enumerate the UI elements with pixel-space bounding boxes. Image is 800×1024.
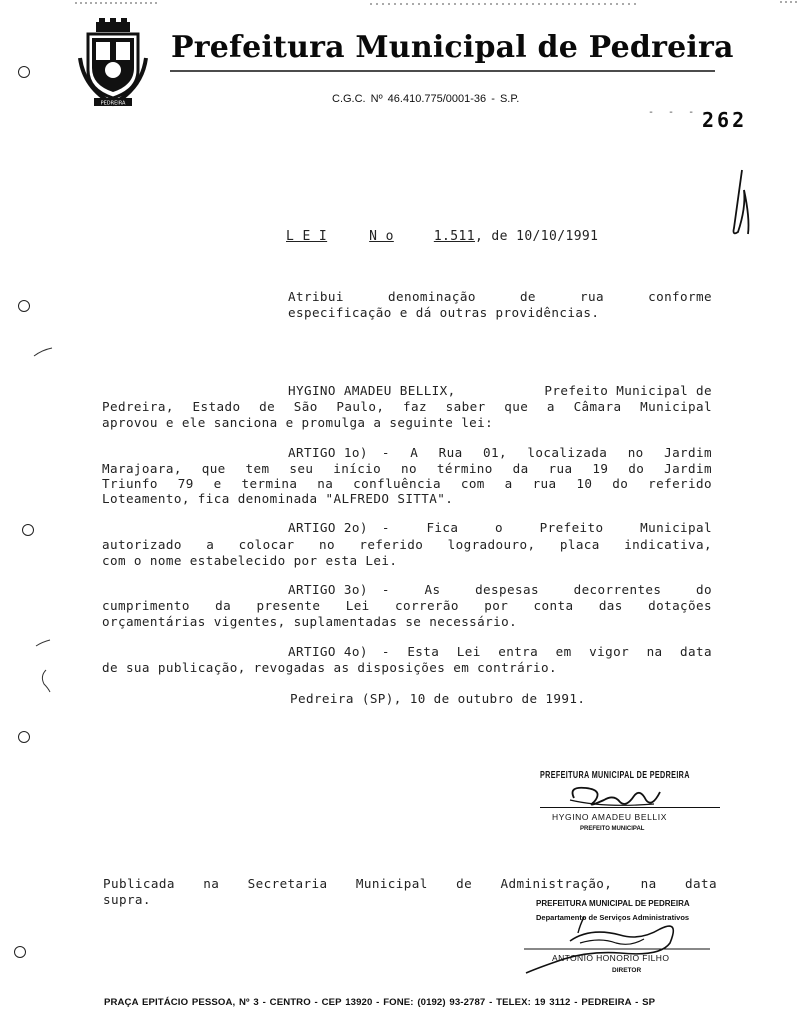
article-2-line-3: com o nome estabelecido por esta Lei.: [102, 553, 398, 568]
article-1-heading: ARTIGO 1o) - A Rua 01, localizada no Jardim: [288, 445, 712, 460]
binder-hole-mark: [18, 731, 30, 743]
admin-stamp-dept: Departamento de Serviços Administrativos: [536, 913, 690, 922]
cgc-number: C.G.C. Nº 46.410.775/0001-36 - S.P.: [332, 93, 520, 105]
ementa-line-1: Atribui denominação de rua conforme: [288, 289, 712, 304]
article-3-line-3: orçamentárias vigentes, suplamentadas se necessário.: [102, 614, 518, 629]
law-label: L E I: [286, 229, 328, 244]
article-4-heading: ARTIGO 4o) - Esta Lei entra em vigor na data: [288, 644, 712, 659]
mayor-stamp-org: PREFEITURA MUNICIPAL DE PEDREIRA: [540, 770, 690, 781]
article-1-line-3: Triunfo 79 e termina na confluência com a rua 10 do referido: [102, 476, 712, 491]
municipal-coat-of-arms: [78, 18, 148, 110]
scan-specks: [30, 340, 70, 700]
admin-signature-stamp: [520, 897, 720, 977]
binder-hole-mark: [14, 946, 26, 958]
ementa-line-2: especificação e dá outras providências.: [288, 305, 600, 320]
dash-marks: - - -: [648, 107, 699, 118]
mayor-stamp-name: HYGINO AMADEU BELLIX: [552, 812, 667, 822]
page-number: 262: [702, 108, 748, 132]
article-4-label: ARTIGO 4o): [288, 644, 368, 659]
binder-hole-mark: [18, 300, 30, 312]
admin-stamp-role: DIRETOR: [612, 967, 642, 974]
article-4-line-2: de sua publicação, revogadas as disposições em contrário.: [102, 660, 557, 675]
scan-edge-marks: [0, 0, 800, 20]
article-3-label: ARTIGO 3o): [288, 582, 368, 597]
preamble-line-2: Pedreira, Estado de São Paulo, faz saber que a Câmara Municipal: [102, 399, 712, 414]
letterhead-footer: PRAÇA EPITÁCIO PESSOA, Nº 3 - CENTRO - CEP 13920 - FONE: (0192) 93-2787 - TELEX: 19 3112 - PEDREIRA - SP: [104, 997, 656, 1008]
law-date: , de 10/10/1991: [474, 229, 599, 244]
article-3-heading: ARTIGO 3o) - As despesas decorrentes do: [288, 582, 712, 597]
admin-stamp-org: PREFEITURA MUNICIPAL DE PEDREIRA: [536, 899, 690, 908]
article-1-line-2: Marajoara, que tem seu início no término da rua 19 do Jardim: [102, 461, 712, 476]
place-date: Pedreira (SP), 10 de outubro de 1991.: [290, 691, 586, 706]
mayor-name: HYGINO AMADEU BELLIX,: [288, 383, 456, 398]
admin-stamp-name: ANTONIO HONORIO FILHO: [552, 953, 670, 963]
mayor-stamp-role: PREFEITO MUNICIPAL: [580, 826, 645, 832]
publication-line-1: Publicada na Secretaria Municipal de Administração, na data: [103, 876, 717, 891]
publication-line-2: supra.: [103, 892, 151, 907]
binder-hole-mark: [18, 66, 30, 78]
margin-rubric: [724, 168, 754, 238]
article-1-line-4: Loteamento, fica denominada "ALFREDO SITTA".: [102, 491, 454, 506]
letterhead-rule: [170, 69, 715, 73]
preamble-line-3: aprovou e ele sanciona e promulga a seguinte lei:: [102, 415, 494, 430]
article-2-line-2: autorizado a colocar no referido logradouro, placa indicativa,: [102, 537, 712, 552]
article-3-line-2: cumprimento da presente Lei correrão por conta das dotações: [102, 598, 712, 613]
article-1-label: ARTIGO 1o): [288, 445, 368, 460]
law-no-label: N o: [369, 229, 394, 244]
law-number: 1.511: [433, 229, 475, 244]
mayor-signature-stamp: [540, 770, 720, 840]
preamble-line-1: HYGINO AMADEU BELLIX, Prefeito Municipal de: [288, 383, 712, 398]
article-2-heading: ARTIGO 2o) - Fica o Prefeito Municipal: [288, 520, 712, 535]
letterhead-title: Prefeitura Municipal de Pedreira: [171, 30, 734, 65]
svg-text:PEDREIRA: PEDREIRA: [100, 100, 126, 107]
law-heading: [286, 229, 598, 244]
article-2-label: ARTIGO 2o): [288, 520, 368, 535]
